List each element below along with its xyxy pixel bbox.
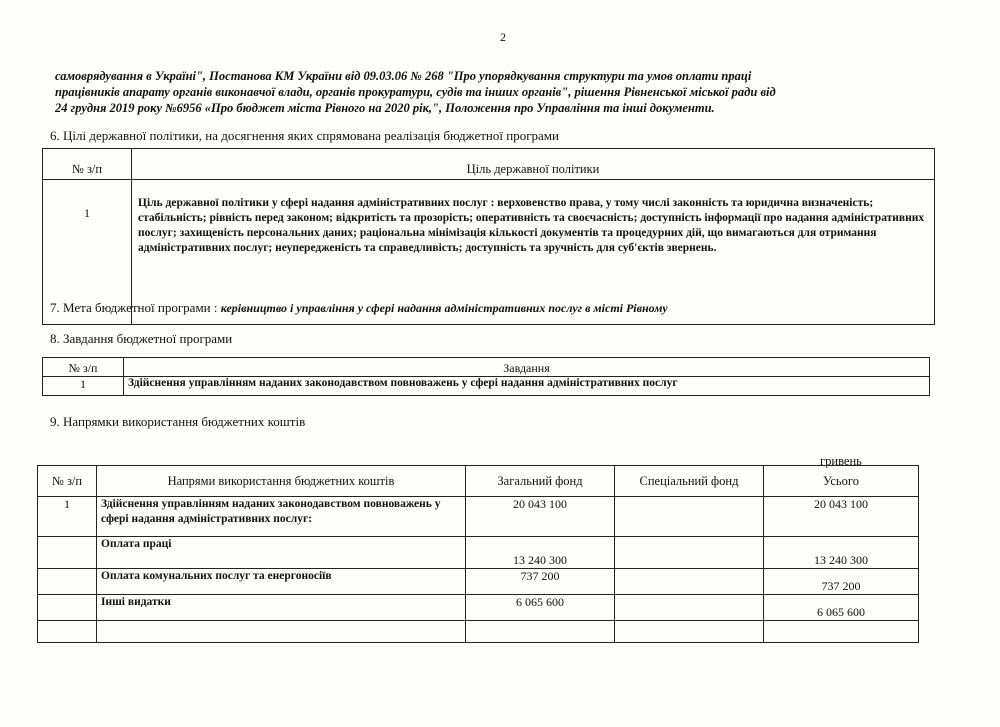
goals-col-num: № з/п	[43, 149, 132, 180]
intro-line: самоврядування в Україні", Постанова КМ України від 09.03.06 № 268 "Про упорядкування структури та умов оплати праці	[55, 69, 752, 83]
tasks-table	[42, 357, 930, 396]
fund-direction: Здійснення управлінням наданих законодавством повноважень у сфері надання адміністративних послуг:	[97, 497, 466, 537]
page-number: 2	[500, 30, 506, 44]
table-row	[38, 621, 919, 643]
fund-direction: Інші видатки	[97, 595, 466, 621]
table-row	[38, 497, 919, 537]
funds-col-total: Усього	[764, 466, 919, 497]
table-row	[43, 377, 930, 396]
fund-total	[764, 621, 919, 643]
currency-label: гривень	[820, 454, 862, 468]
fund-num	[38, 595, 97, 621]
fund-direction: Оплата комунальних послуг та енергоносіїв	[97, 569, 466, 595]
intro-line: 24 грудня 2019 року №6956 «Про бюджет міста Рівного на 2020 рік,", Положення про Управління та інші документи.	[55, 101, 715, 115]
goals-table	[42, 148, 935, 325]
fund-direction: Оплата праці	[97, 537, 466, 569]
section7	[50, 300, 668, 316]
fund-special	[615, 595, 764, 621]
section7-heading: 7. Мета бюджетної програми :	[50, 300, 218, 315]
task-num: 1	[43, 377, 124, 396]
funds-table	[37, 465, 919, 643]
fund-special	[615, 497, 764, 537]
fund-special	[615, 569, 764, 595]
fund-num	[38, 621, 97, 643]
fund-general	[466, 621, 615, 643]
tasks-col-task: Завдання	[124, 358, 930, 377]
fund-num	[38, 537, 97, 569]
fund-total: 13 240 300	[764, 537, 919, 569]
section7-value: керівництво і управління у сфері надання адміністративних послуг в місті Рівному	[220, 301, 668, 315]
funds-col-special: Спеціальний фонд	[615, 466, 764, 497]
funds-col-num: № з/п	[38, 466, 97, 497]
intro-text	[55, 68, 935, 116]
fund-total: 6 065 600	[764, 595, 919, 621]
fund-direction	[97, 621, 466, 643]
goal-text: Ціль державної політики у сфері надання адміністративних послуг : верховенство права, у тому числі законність та юридична визначеність; стабільність; рівність перед законом; відкритість та прозорість; оперативність та своєчасність; доступність інформації про надання адміністративних послуг; захищеність персональних даних; раціональна мінімізація кількості документів та процедурних дій, що вимагаються для отримання адміністративних послуг; неупередженість та справедливість; доступність та зручність для суб'єктів звернень.	[132, 180, 935, 325]
intro-line: працівників апарату органів виконавчої влади, органів прокуратури, судів та інших органів", рішення Рівненської міської ради від	[55, 85, 776, 99]
table-row	[38, 595, 919, 621]
fund-general: 20 043 100	[466, 497, 615, 537]
fund-general: 737 200	[466, 569, 615, 595]
goals-col-goal: Ціль державної політики	[132, 149, 935, 180]
table-row	[38, 569, 919, 595]
fund-special	[615, 621, 764, 643]
section8-heading: 8. Завдання бюджетної програми	[50, 331, 233, 346]
section9-heading: 9. Напрямки використання бюджетних коштів	[50, 414, 306, 429]
tasks-col-num: № з/п	[43, 358, 124, 377]
fund-general: 13 240 300	[466, 537, 615, 569]
table-row	[38, 537, 919, 569]
fund-general: 6 065 600	[466, 595, 615, 621]
section6-heading: 6. Цілі державної політики, на досягнення яких спрямована реалізація бюджетної програми	[50, 128, 559, 143]
funds-col-direction: Напрями використання бюджетних коштів	[97, 466, 466, 497]
goal-num: 1	[43, 180, 132, 325]
fund-num	[38, 569, 97, 595]
task-text: Здійснення управлінням наданих законодавством повноважень у сфері надання адміністративних послуг	[124, 377, 930, 396]
fund-total: 20 043 100	[764, 497, 919, 537]
fund-total: 737 200	[764, 569, 919, 595]
fund-special	[615, 537, 764, 569]
fund-num: 1	[38, 497, 97, 537]
funds-col-general: Загальний фонд	[466, 466, 615, 497]
